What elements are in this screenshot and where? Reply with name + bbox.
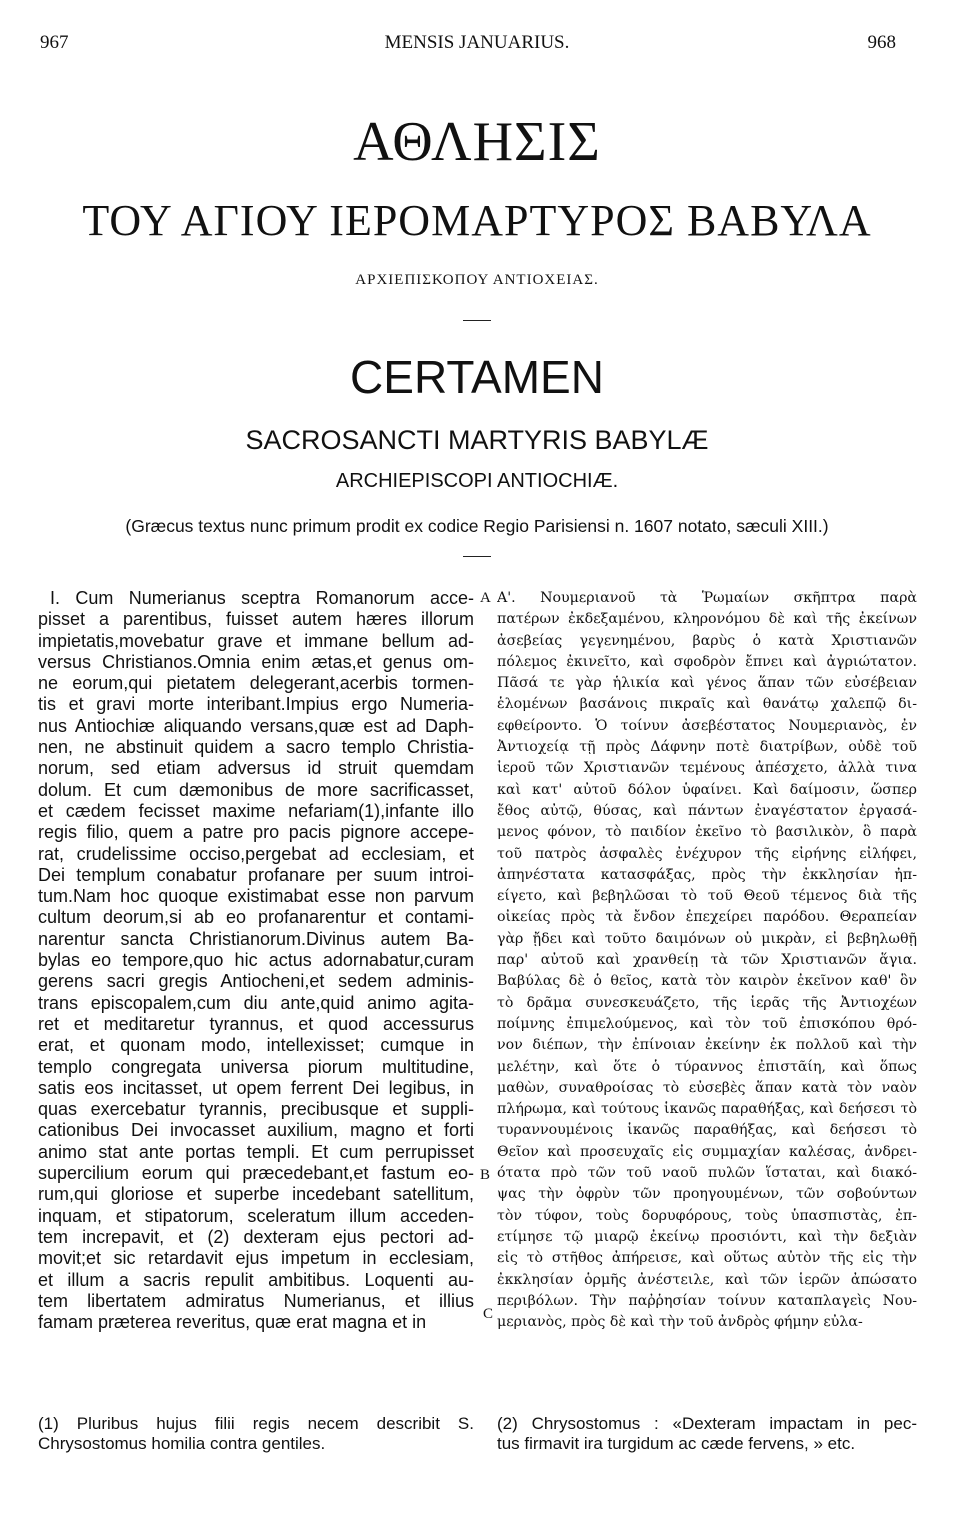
text-line: templo congregata universa piorum multitudine,: [38, 1056, 474, 1077]
text-line: τυραννουμένοις ἱκανῶς παραθήξας, καὶ δεήσεσι τὸ: [497, 1122, 917, 1139]
footnote-right: [497, 1414, 917, 1454]
text-line: narentur sancta Christianorum.Divinus autem Ba-: [38, 928, 474, 949]
text-line: quas exercebatur tyrannis, precibusque et suppli-: [38, 1099, 474, 1120]
text-line: μαθὼν, συναθροίσας τὸ εὐσεβὲς ἅπαν κατὰ τὸν ναὸν: [497, 1079, 917, 1096]
text-line: ποίμνης ἐπιμελούμενος, καὶ τὸν τοῦ ἐπισκόπου θρό-: [497, 1015, 917, 1032]
text-line: πατέρων ἐκδεξαμένου, κληρονόμου δὲ καὶ τῆς ἐκείνων: [497, 611, 917, 628]
text-line: inquam, et stipatorum, sceleratum illum acceden-: [38, 1205, 474, 1226]
text-line: πλήρωμα, καὶ τούτους ἱκανῶς παραθήξας, καὶ δεήσεσι τὸ: [497, 1101, 917, 1118]
text-line: ετίμησε τῷ μιαρῷ ἐκείνῳ προσιόντι, καὶ τὴν δεξιὰν: [497, 1228, 917, 1245]
text-line: nen, ne abstinuit quidem a sacro templo Christia-: [38, 737, 474, 758]
text-line: τὸν τύφον, τοὺς δορυφόρους, τοὺς ὑπασπιστὰς, ἐπ-: [497, 1207, 917, 1224]
text-line: νον διέπων, τὴν ἐπίνοιαν ἐκείνην ἐκ πολλοῦ καὶ τὴν: [497, 1037, 917, 1054]
text-line: Chrysostomus homilia contra gentiles.: [38, 1434, 326, 1453]
text-line: tem libertatem admiratus Numerianus, et illius: [38, 1290, 474, 1311]
running-title: MENSIS JANUARIUS.: [384, 32, 570, 53]
margin-letter: C: [483, 1306, 494, 1322]
text-line: gerens sacri gregis Antiocheni,et sedem adminis-: [38, 971, 474, 992]
text-line: tus firmavit ira turgidum ac cæde fervens, » etc.: [497, 1434, 856, 1453]
text-line: norum, sed etiam adversus id struit quemdam: [38, 758, 474, 779]
text-line: Α'. Νουμεριανοῦ τὰ Ῥωμαίων σκῆπτρα παρὰ: [497, 590, 917, 606]
latin-subtitle: SACROSANCTI MARTYRIS BABYLÆ: [245, 425, 709, 455]
text-line: regis filio, quem a patre pro pacis pignore accepe-: [38, 822, 474, 843]
text-line: ότατα πρὸ τῶν τοῦ ναοῦ πυλῶν ἵσταται, καὶ διακό-: [497, 1165, 917, 1182]
text-line: satis eos incitasset, ut opem ferrent Dei legibus, in: [38, 1077, 474, 1098]
text-line: Πᾶσά τε γὰρ ἡλικία καὶ γένος ἅπαν τῶν εὐσέβειαν: [497, 675, 917, 692]
text-line: καὶ κατ' αὐτοῦ δόλον ὑφαίνει. Καὶ δαίμοσιν, ὥσπερ: [497, 781, 917, 798]
text-line: μελέτην, καὶ ὅτε ὁ τύραννος ἐπιστᾶίη, καὶ ὅπως: [497, 1058, 917, 1075]
text-line: παρ' αὐτοῦ καὶ χρανθείῃ τὰ τῶν Χριστιανῶν ἅγια.: [497, 952, 917, 969]
text-line: ἀσεβείας γεγενημένου, βαρὺς ὁ κατὰ Χριστιανῶν: [497, 632, 917, 649]
text-line: pisset a parentibus, fuisset autem hæres illorum: [38, 609, 474, 630]
text-line: μεριανὸς, πρὸς δὲ καὶ τὴν τοῦ ἀνδρὸς φήμην εὐλα-: [497, 1314, 863, 1331]
text-line: impietatis,movebatur grave et immane bellum ad-: [38, 630, 474, 651]
text-line: Θεῖον καὶ προσευχαῖς εἰς συμμαχίαν καλέσας, ἀνδρει-: [497, 1143, 917, 1160]
text-line: ἔθος αὐτῷ, θύσας, καὶ πάντων ἐναγέστατον ἐργασά-: [497, 802, 917, 819]
latin-column: [38, 588, 474, 1333]
text-line: famam præterea reveritus, quæ erat magna et in: [38, 1312, 427, 1333]
page-number-right: 968: [867, 32, 896, 53]
text-line: Βαβύλας δὲ ὁ θεῖος, κατὰ τὸν καιρὸν ἐκεῖνον καθ' ὃν: [497, 973, 917, 990]
latin-title: CERTAMEN: [350, 351, 604, 403]
text-line: rum,qui gloriose et superbe incedebant satellitum,: [38, 1184, 474, 1205]
text-line: τοῦ πατρὸς ἀσφαλὲς ἐνέχυρον τῆς εἰρήνης εἰλήφει,: [497, 845, 917, 862]
latin-subtitle-small: ARCHIEPISCOPI ANTIOCHIÆ.: [335, 470, 619, 492]
text-line: Ἀντιοχείᾳ τῇ πρὸς Δάφνην ποτὲ διατρίβων, οὐδὲ τοῦ: [497, 739, 917, 756]
text-line: erat, et quonam modo, intellexisset; cumque in: [38, 1035, 474, 1056]
text-line: γὰρ ᾔδει καὶ τοῦτο δαιμόνων οὐ μικρὰν, εἰ βεβηλωθῇ: [497, 930, 917, 947]
text-line: et illum a sacris repulit ambitibus. Loquenti au-: [38, 1269, 474, 1290]
text-line: πόλεμος ἐκινεῖτο, καὶ σφοδρὸν ἔπνει καὶ ἀγριώτατον.: [497, 653, 917, 670]
text-line: οἰκείας πρὸς τὰ ἔνδον ἐπεχείρει παρόδου. Θεραπείαν: [497, 909, 917, 926]
running-header: [30, 32, 924, 62]
text-line: εἰς τὸ στῆθος ἀπήρεισε, καὶ οὕτως αὐτὸν τῆς εἰς τὴν: [497, 1250, 917, 1267]
text-line: ἱεροῦ τῶν Χριστιανῶν τεμένους ἀπέσχετο, ἀλλὰ τινα: [497, 760, 917, 777]
page-number-left: 967: [40, 32, 69, 53]
text-line: ἐκκλησίαν ὁρμῆς ἀνέστειλε, καὶ τῶν ἱερῶν ἀπώσατο: [497, 1271, 917, 1288]
text-line: rat, crudelissime occiso,pergebat ad ecclesiam, et: [38, 843, 474, 864]
text-line: bylas eo tempore,quo hic actus adornabatur,curam: [38, 950, 474, 971]
text-line: μενος φόνον, τὸ παιδίον ἐκεῖνο τὸ βασιλικὸν, ὃ παρὰ: [497, 824, 917, 841]
text-line: Dei templum conabatur profanare per suum introi-: [38, 864, 474, 885]
margin-letter: A: [480, 590, 491, 606]
greek-title: ΑΘΛΗΣΙΣ: [353, 111, 601, 173]
text-line: trans episcopalem,cum diu ante,quid animo agita-: [38, 992, 474, 1013]
text-line: είγετο, καὶ βεβηλῶσαι τὸ τοῦ Θεοῦ τέμενος διὰ τῆς: [497, 888, 917, 905]
text-line: ἑλομένων βασάνοις πικραῖς καὶ θανάτῳ χαλεπῷ δι-: [497, 696, 917, 713]
text-line: cultum deorum,si ab eo profanarentur et contami-: [38, 907, 474, 928]
text-line: supercilium eorum qui præcedebant,et fastum eo-: [38, 1163, 474, 1184]
greek-subtitle: ΤΟΥ ΑΓΙΟΥ ΙΕΡΟΜΑΡΤΥΡΟΣ ΒΑΒΥΛΑ: [82, 196, 872, 245]
text-line: περιβόλων. Τὴν παῤῥησίαν τοίνυν καταπλαγεὶς Νου-: [497, 1292, 917, 1309]
text-line: et cædem fecisset maxime nefariam(1),infante illo: [38, 800, 474, 821]
text-line: εφθείροντο. Ὁ τοίνυν ἀσεβέστατος Νουμεριανὸς, ἐν: [497, 717, 917, 734]
text-line: ψας τὴν ὀφρὺν τῶν προηγουμένων, τῶν σοβούντων: [497, 1186, 917, 1203]
margin-letter: B: [480, 1167, 491, 1183]
text-line: ne eorum,qui pietatem delegerant,acerbis tormen-: [38, 673, 474, 694]
text-line: I. Cum Numerianus sceptra Romanorum acce-: [50, 588, 474, 608]
text-line: tem increpavit, et (2) dexteram ejus pectori ad-: [38, 1226, 474, 1247]
text-line: dolum. Et cum dæmonibus de more sacrificasset,: [38, 779, 474, 800]
text-line: (2) Chrysostomus : «Dexteram impactam in pec-: [497, 1414, 917, 1433]
text-line: movit;et sic retardavit ejus impetum in ecclesiam,: [38, 1248, 474, 1269]
source-note: (Græcus textus nunc primum prodit ex codice Regio Parisiensi n. 1607 notato, sæculi XIII.): [125, 516, 829, 536]
greek-subtitle-small: ΑΡΧΙΕΠΙΣΚΟΠΟΥ ΑΝΤΙΟΧΕΙΑΣ.: [355, 272, 599, 288]
text-line: nus Antiochiæ aliquando versans,quæ est ad Daph-: [38, 715, 474, 736]
text-line: versus Christianos.Omnia enim ætas,et genus om-: [38, 651, 474, 672]
text-line: τὸ δρᾶμα συνεσκευάζετο, τῆς ἱερᾶς τῆς Ἀντιοχέων: [497, 994, 917, 1011]
text-line: ἀπηνέστατα κατασφάξας, πρὸς τὴν ἐκκλησίαν ἠπ-: [497, 866, 917, 883]
divider-rule: [463, 556, 491, 557]
text-line: tis et gravi morte interibant.Impius ergo Numeria-: [38, 694, 474, 715]
divider-rule: [463, 320, 491, 321]
text-line: tum.Nam hoc quoque existimabat esse non parvum: [38, 886, 474, 907]
text-line: ret et meditaretur tyrannus, et quod accessurus: [38, 1013, 474, 1034]
text-line: animo stat ante portas templi. Et cum perrupisset: [38, 1141, 474, 1162]
text-line: cationibus Dei invocasset auxilium, magno et forti: [38, 1120, 474, 1141]
footnote-left: [38, 1414, 474, 1454]
greek-column: [497, 588, 917, 1333]
text-line: (1) Pluribus hujus filii regis necem describit S.: [38, 1414, 474, 1433]
